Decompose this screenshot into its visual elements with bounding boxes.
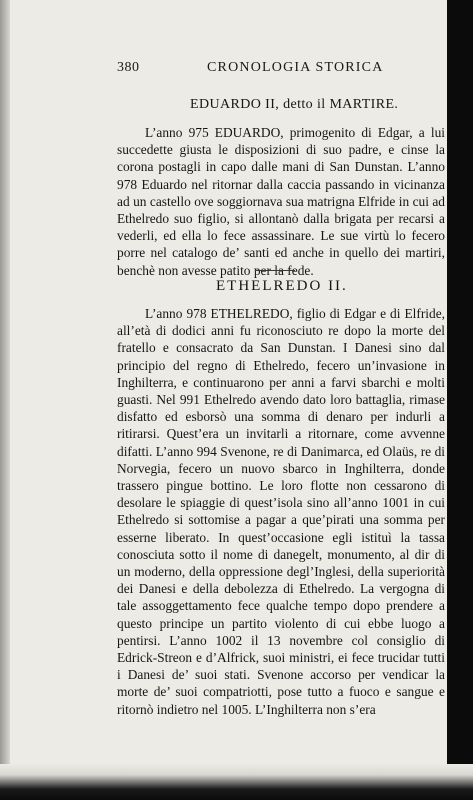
section-title-ethelredo: ETHELREDO II. bbox=[216, 278, 348, 294]
page-spine-shadow bbox=[0, 0, 10, 800]
paragraph-eduardo: L’anno 975 EDUARDO, primogenito di Edgar, a lui succedette giusta le disposizioni di suo padre, e cinse la corona postagli in capo dalle mani di San Dunstan. L’anno 978 Eduardo nel ritornar dalla caccia passando in vicinanza ad un castello ove soggiornava sua matrigna Elfride in cui ad Ethelredo suo figlio, si allontanò dalla brigata per recarsi a vederli, ed ella lo fece assassinare. Le sue virtù lo fecero porre nel catalogo de’ santi ed anche in quello dei martiri, benchè non avesse patito per la fede. bbox=[117, 125, 445, 278]
section-body-ethelredo bbox=[117, 305, 445, 718]
running-head: CRONOLOGIA STORICA bbox=[207, 60, 384, 75]
page-edge-bottom bbox=[0, 764, 473, 800]
page-edge-right bbox=[447, 0, 473, 800]
section-title-eduardo: EDUARDO II, detto il MARTIRE. bbox=[190, 97, 399, 112]
paragraph-ethelredo: L’anno 978 ETHELREDO, figlio di Edgar e di Elfride, all’età di dodici anni fu riconosciuto re dopo la morte del fratello e consacrato da San Dunstan. I Danesi sino dal principio del regno di Ethelredo, fecero un’invasione in Inghilterra, e continuarono per anni a farvi sbarchi e molti guasti. Nel 991 Ethelredo avendo dato loro battaglia, rimase disfatto ed esborsò una somma di denaro per indurli a ritirarsi. Quest’era un invitarli a ritornare, come avvenne difatti. L’anno 994 Svenone, re di Danimarca, ed Olaüs, re di Norvegia, fecero un nuovo sbarco in Inghilterra, donde trassero pingue bottino. Le loro flotte non cessarono di desolare le spiaggie di quest’isola sino all’anno 1001 in cui Ethelredo si sottomise a pagar a que’pirati una somma per esserne liberato. In quest’occasione egli istituì la tassa conosciuta sotto il nome di danegelt, monumento, al dir di un moderno, della oppressione degl’Inglesi, della superiorità dei Danesi e della debolezza di Ethelredo. La vergogna di tale assoggettamento fece qualche tempo dopo prendere a questo principe un partito violento di cui ebbe luogo a pentirsi. L’anno 1002 il 13 novembre col consiglio di Edrick-Streon e d’Alfrick, suoi ministri, ei fece trucidar tutti i Danesi de’ suoi stati. Svenone accorso per vendicar la morte de’ suoi compatriotti, pose tutto a fuoco e sangue e ritornò indietro nel 1005. L’Inghilterra non s’era bbox=[117, 306, 445, 717]
section-divider bbox=[255, 270, 295, 271]
section-body-eduardo bbox=[117, 124, 445, 279]
page-number: 380 bbox=[117, 60, 140, 75]
